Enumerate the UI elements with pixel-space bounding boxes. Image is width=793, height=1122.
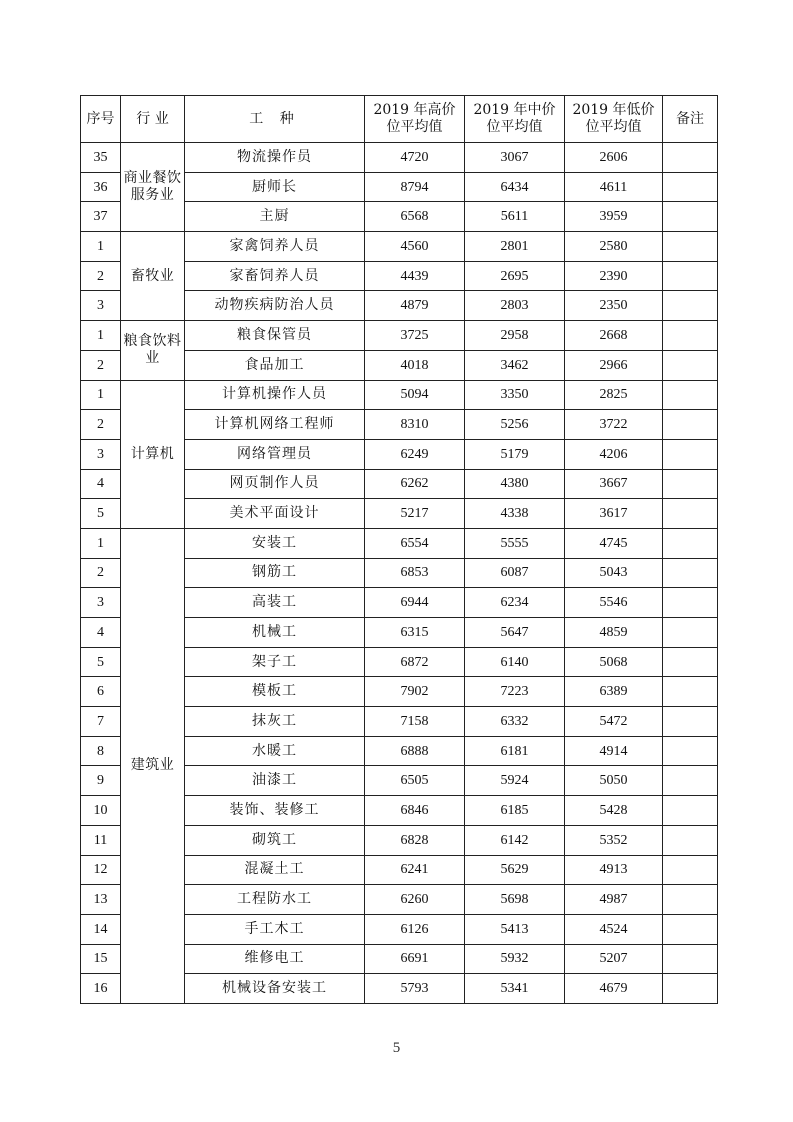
row-low: 5428	[565, 796, 663, 826]
header-seq: 序号	[81, 96, 121, 143]
row-seq: 10	[81, 796, 121, 826]
row-remark	[663, 885, 718, 915]
row-job: 高装工	[185, 588, 365, 618]
row-low: 2825	[565, 380, 663, 410]
row-high: 4720	[365, 143, 465, 173]
header-mid-line2: 位平均值	[486, 119, 543, 135]
row-job: 食品加工	[185, 350, 365, 380]
row-remark	[663, 558, 718, 588]
row-seq: 2	[81, 410, 121, 440]
row-low: 2580	[565, 232, 663, 262]
row-mid: 5647	[465, 618, 565, 648]
row-seq: 1	[81, 232, 121, 262]
table-header	[81, 96, 718, 143]
row-remark	[663, 766, 718, 796]
row-remark	[663, 172, 718, 202]
row-low: 3722	[565, 410, 663, 440]
row-high: 6554	[365, 528, 465, 558]
row-mid: 6434	[465, 172, 565, 202]
row-job: 计算机网络工程师	[185, 410, 365, 440]
row-high: 6828	[365, 825, 465, 855]
header-high-line1: 2019 年高价	[373, 102, 456, 118]
row-remark	[663, 707, 718, 737]
row-low: 5043	[565, 558, 663, 588]
row-job: 水暖工	[185, 736, 365, 766]
row-seq: 16	[81, 974, 121, 1004]
row-seq: 2	[81, 350, 121, 380]
page-number: 5	[392, 1040, 401, 1056]
row-job: 物流操作员	[185, 143, 365, 173]
row-seq: 2	[81, 558, 121, 588]
table-row	[81, 528, 718, 558]
row-mid: 5413	[465, 914, 565, 944]
row-high: 4439	[365, 261, 465, 291]
row-job: 砌筑工	[185, 825, 365, 855]
row-job: 手工木工	[185, 914, 365, 944]
row-high: 5094	[365, 380, 465, 410]
row-mid: 5698	[465, 885, 565, 915]
row-low: 4745	[565, 528, 663, 558]
row-job: 家畜饲养人员	[185, 261, 365, 291]
row-seq: 36	[81, 172, 121, 202]
row-mid: 5932	[465, 944, 565, 974]
row-seq: 1	[81, 321, 121, 351]
row-low: 4987	[565, 885, 663, 915]
row-high: 6846	[365, 796, 465, 826]
row-high: 6126	[365, 914, 465, 944]
row-remark	[663, 202, 718, 232]
row-remark	[663, 380, 718, 410]
row-job: 装饰、装修工	[185, 796, 365, 826]
row-mid: 6185	[465, 796, 565, 826]
row-high: 5793	[365, 974, 465, 1004]
wage-table	[80, 95, 718, 1004]
row-low: 6389	[565, 677, 663, 707]
row-remark	[663, 618, 718, 648]
row-high: 5217	[365, 499, 465, 529]
row-high: 6691	[365, 944, 465, 974]
row-job: 厨师长	[185, 172, 365, 202]
row-job: 主厨	[185, 202, 365, 232]
row-job: 工程防水工	[185, 885, 365, 915]
row-remark	[663, 232, 718, 262]
table-row	[81, 380, 718, 410]
row-job: 油漆工	[185, 766, 365, 796]
row-mid: 6142	[465, 825, 565, 855]
row-low: 2668	[565, 321, 663, 351]
row-remark	[663, 796, 718, 826]
row-seq: 6	[81, 677, 121, 707]
row-seq: 1	[81, 528, 121, 558]
row-mid: 3350	[465, 380, 565, 410]
row-job: 钢筋工	[185, 558, 365, 588]
row-low: 2606	[565, 143, 663, 173]
row-remark	[663, 143, 718, 173]
row-seq: 8	[81, 736, 121, 766]
row-job: 网页制作人员	[185, 469, 365, 499]
row-high: 3725	[365, 321, 465, 351]
row-seq: 7	[81, 707, 121, 737]
header-row	[81, 96, 718, 143]
row-seq: 3	[81, 291, 121, 321]
row-mid: 2695	[465, 261, 565, 291]
row-seq: 11	[81, 825, 121, 855]
row-mid: 2801	[465, 232, 565, 262]
row-high: 6944	[365, 588, 465, 618]
row-high: 8310	[365, 410, 465, 440]
row-high: 6241	[365, 855, 465, 885]
row-remark	[663, 499, 718, 529]
row-low: 4679	[565, 974, 663, 1004]
row-low: 4859	[565, 618, 663, 648]
row-low: 2390	[565, 261, 663, 291]
row-mid: 6234	[465, 588, 565, 618]
row-job: 动物疾病防治人员	[185, 291, 365, 321]
row-remark	[663, 944, 718, 974]
row-high: 6888	[365, 736, 465, 766]
row-remark	[663, 261, 718, 291]
row-seq: 15	[81, 944, 121, 974]
industry-cell: 畜牧业	[121, 232, 185, 321]
header-mid	[465, 96, 565, 143]
row-job: 计算机操作人员	[185, 380, 365, 410]
row-mid: 5924	[465, 766, 565, 796]
row-job: 机械设备安装工	[185, 974, 365, 1004]
row-high: 6568	[365, 202, 465, 232]
row-low: 2966	[565, 350, 663, 380]
row-job: 架子工	[185, 647, 365, 677]
row-remark	[663, 350, 718, 380]
row-remark	[663, 677, 718, 707]
industry-cell: 建筑业	[121, 528, 185, 1003]
row-mid: 2803	[465, 291, 565, 321]
row-low: 5472	[565, 707, 663, 737]
row-low: 4914	[565, 736, 663, 766]
row-mid: 6332	[465, 707, 565, 737]
row-job: 美术平面设计	[185, 499, 365, 529]
row-high: 7902	[365, 677, 465, 707]
row-seq: 12	[81, 855, 121, 885]
table-row	[81, 232, 718, 262]
row-seq: 35	[81, 143, 121, 173]
row-low: 4611	[565, 172, 663, 202]
table-body	[81, 143, 718, 1004]
header-high-line2: 位平均值	[386, 119, 443, 135]
row-low: 4524	[565, 914, 663, 944]
row-mid: 3067	[465, 143, 565, 173]
header-low-line1: 2019 年低价	[572, 102, 655, 118]
table-row	[81, 143, 718, 173]
header-mid-line1: 2019 年中价	[473, 102, 556, 118]
row-high: 6262	[365, 469, 465, 499]
row-seq: 9	[81, 766, 121, 796]
row-remark	[663, 647, 718, 677]
row-high: 4560	[365, 232, 465, 262]
row-seq: 5	[81, 647, 121, 677]
row-mid: 2958	[465, 321, 565, 351]
row-remark	[663, 914, 718, 944]
row-mid: 5179	[465, 439, 565, 469]
row-job: 维修电工	[185, 944, 365, 974]
row-high: 6260	[365, 885, 465, 915]
row-mid: 7223	[465, 677, 565, 707]
industry-cell: 粮食饮料业	[121, 321, 185, 380]
row-high: 6249	[365, 439, 465, 469]
row-low: 5050	[565, 766, 663, 796]
row-mid: 5611	[465, 202, 565, 232]
row-remark	[663, 855, 718, 885]
row-seq: 3	[81, 588, 121, 618]
row-low: 5068	[565, 647, 663, 677]
row-job: 安装工	[185, 528, 365, 558]
row-high: 6505	[365, 766, 465, 796]
row-seq: 14	[81, 914, 121, 944]
row-remark	[663, 321, 718, 351]
row-remark	[663, 291, 718, 321]
row-job: 粮食保管员	[185, 321, 365, 351]
row-job: 机械工	[185, 618, 365, 648]
row-seq: 4	[81, 618, 121, 648]
row-high: 7158	[365, 707, 465, 737]
row-low: 2350	[565, 291, 663, 321]
row-mid: 3462	[465, 350, 565, 380]
row-low: 4206	[565, 439, 663, 469]
industry-cell: 计算机	[121, 380, 185, 528]
row-job: 家禽饲养人员	[185, 232, 365, 262]
row-low: 5546	[565, 588, 663, 618]
row-remark	[663, 410, 718, 440]
row-low: 3667	[565, 469, 663, 499]
row-seq: 1	[81, 380, 121, 410]
industry-cell: 商业餐饮服务业	[121, 143, 185, 232]
row-remark	[663, 736, 718, 766]
row-low: 5207	[565, 944, 663, 974]
row-job: 模板工	[185, 677, 365, 707]
row-high: 4879	[365, 291, 465, 321]
row-remark	[663, 439, 718, 469]
row-job: 抹灰工	[185, 707, 365, 737]
row-mid: 4380	[465, 469, 565, 499]
header-low	[565, 96, 663, 143]
row-job: 混凝土工	[185, 855, 365, 885]
header-job: 工 种	[185, 96, 365, 143]
row-remark	[663, 825, 718, 855]
row-high: 6853	[365, 558, 465, 588]
row-seq: 4	[81, 469, 121, 499]
row-remark	[663, 469, 718, 499]
row-mid: 5629	[465, 855, 565, 885]
header-low-line2: 位平均值	[585, 119, 642, 135]
row-mid: 6140	[465, 647, 565, 677]
header-industry: 行 业	[121, 96, 185, 143]
row-high: 8794	[365, 172, 465, 202]
row-high: 6872	[365, 647, 465, 677]
row-remark	[663, 974, 718, 1004]
header-remark: 备注	[663, 96, 718, 143]
row-mid: 5256	[465, 410, 565, 440]
row-seq: 37	[81, 202, 121, 232]
row-mid: 5341	[465, 974, 565, 1004]
row-remark	[663, 588, 718, 618]
header-high	[365, 96, 465, 143]
row-low: 3617	[565, 499, 663, 529]
row-high: 6315	[365, 618, 465, 648]
row-mid: 6181	[465, 736, 565, 766]
table-row	[81, 321, 718, 351]
row-low: 5352	[565, 825, 663, 855]
row-mid: 4338	[465, 499, 565, 529]
row-high: 4018	[365, 350, 465, 380]
row-remark	[663, 528, 718, 558]
row-low: 4913	[565, 855, 663, 885]
row-seq: 5	[81, 499, 121, 529]
row-low: 3959	[565, 202, 663, 232]
row-seq: 13	[81, 885, 121, 915]
row-job: 网络管理员	[185, 439, 365, 469]
row-seq: 2	[81, 261, 121, 291]
row-mid: 5555	[465, 528, 565, 558]
row-mid: 6087	[465, 558, 565, 588]
row-seq: 3	[81, 439, 121, 469]
